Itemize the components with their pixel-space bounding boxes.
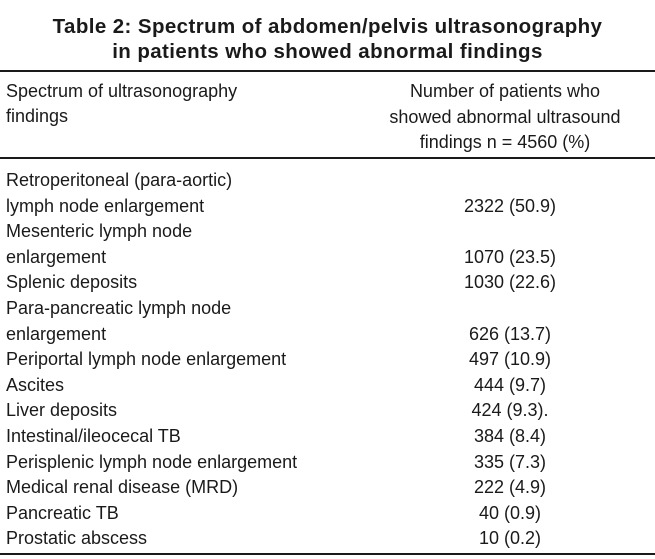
table-row xyxy=(0,501,655,527)
row-patient-count: 335 (7.3) xyxy=(473,451,547,472)
row-finding xyxy=(0,219,366,270)
row-patient-count: 2322 (50.9) xyxy=(463,195,557,216)
row-patient-count: 424 (9.3). xyxy=(471,400,549,421)
row-finding xyxy=(0,296,366,347)
column-header-patients xyxy=(360,79,650,156)
row-finding-line: Intestinal/ileocecal TB xyxy=(6,425,181,446)
table-row xyxy=(0,526,655,552)
top-rule xyxy=(0,70,655,72)
row-finding-line: Retroperitoneal (para-aortic) xyxy=(6,170,233,190)
column-header-patients-line-2: showed abnormal ultrasound xyxy=(389,106,621,127)
row-patient-count: 40 (0.9) xyxy=(478,502,542,523)
bottom-rule xyxy=(0,553,655,555)
table-title-line-2: in patients who showed abnormal findings xyxy=(112,40,543,63)
row-patient-count: 626 (13.7) xyxy=(468,323,552,344)
row-patient-count: 10 (0.2) xyxy=(478,528,542,549)
row-finding xyxy=(0,501,366,527)
table-row xyxy=(0,219,655,270)
row-finding-line: Pancreatic TB xyxy=(6,502,119,523)
row-finding-line: Prostatic abscess xyxy=(6,528,148,549)
column-header-patients-line-3: findings n = 4560 (%) xyxy=(419,132,591,152)
row-finding xyxy=(0,168,366,219)
column-header-findings-line-2: findings xyxy=(6,106,69,126)
row-finding-line: enlargement xyxy=(6,323,107,344)
table-row xyxy=(0,347,655,373)
row-patient-count: 497 (10.9) xyxy=(468,349,552,370)
row-finding-line: Ascites xyxy=(6,374,65,395)
row-finding-line: Perisplenic lymph node enlargement xyxy=(6,451,298,472)
column-header-findings-line-1: Spectrum of ultrasonography xyxy=(6,81,238,101)
table-title xyxy=(0,0,655,64)
row-finding-line: Liver deposits xyxy=(6,400,118,421)
row-finding xyxy=(0,347,366,373)
table-row xyxy=(0,168,655,219)
table-row xyxy=(0,270,655,296)
row-finding xyxy=(0,270,366,296)
row-finding xyxy=(0,475,366,501)
row-finding xyxy=(0,526,366,552)
header-rule xyxy=(0,157,655,159)
row-patient-count: 444 (9.7) xyxy=(473,374,547,395)
table-title-line-1: Table 2: Spectrum of abdomen/pelvis ultrasonography xyxy=(52,15,603,38)
table-row xyxy=(0,398,655,424)
row-finding xyxy=(0,398,366,424)
column-header-patients-line-1: Number of patients who xyxy=(409,81,601,101)
row-patient-count: 384 (8.4) xyxy=(473,425,547,446)
row-finding xyxy=(0,373,366,399)
row-patient-count: 1070 (23.5) xyxy=(463,246,557,267)
row-patient-count: 222 (4.9) xyxy=(473,477,547,498)
row-finding xyxy=(0,424,366,450)
table-row xyxy=(0,475,655,501)
row-finding-line: Splenic deposits xyxy=(6,272,138,293)
row-finding-line: lymph node enlargement xyxy=(6,195,205,216)
row-finding-line: Para-pancreatic lymph node xyxy=(6,297,232,318)
column-header-findings xyxy=(6,79,237,129)
row-finding xyxy=(0,450,366,476)
row-patient-count: 1030 (22.6) xyxy=(463,272,557,293)
row-finding-line: enlargement xyxy=(6,246,107,267)
table-body xyxy=(0,168,655,552)
row-finding-line: Mesenteric lymph node xyxy=(6,221,193,242)
row-finding-line: Periportal lymph node enlargement xyxy=(6,349,287,370)
table-row xyxy=(0,424,655,450)
table-row xyxy=(0,296,655,347)
row-finding-line: Medical renal disease (MRD) xyxy=(6,477,239,498)
table-row xyxy=(0,450,655,476)
table-row xyxy=(0,373,655,399)
